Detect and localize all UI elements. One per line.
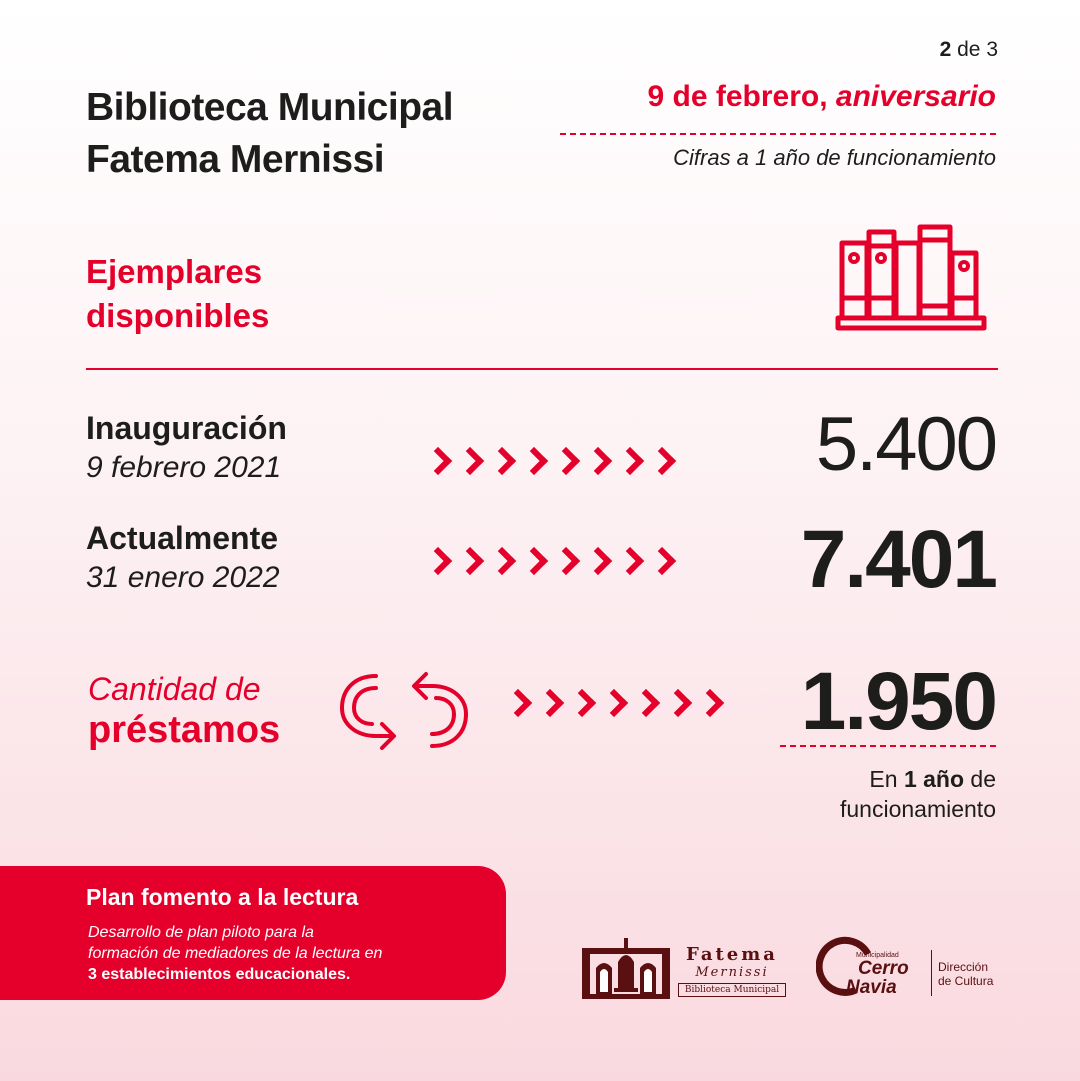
value-inauguracion: 5.400 (815, 402, 996, 487)
page-total: 3 (986, 38, 998, 61)
arrows-row-1 (428, 451, 672, 471)
row-inauguracion (86, 408, 287, 488)
row-label: Actualmente (86, 520, 279, 556)
header-subtitle: Cifras a 1 año de funcionamiento (673, 145, 996, 170)
fatema-logo-text (678, 945, 786, 997)
section-title (86, 250, 269, 338)
loans-note-bold: 1 año (903, 766, 965, 792)
loans-note-pre: En (869, 766, 898, 792)
page-title (86, 82, 453, 186)
page-current: 2 (939, 38, 952, 61)
arrows-row-3 (508, 693, 720, 713)
anniversary-heading (500, 80, 996, 114)
value-prestamos: 1.950 (800, 656, 996, 747)
row-date: 9 febrero 2021 (86, 451, 282, 484)
row-date: 31 enero 2022 (86, 561, 280, 594)
plan-box (0, 866, 506, 1000)
page-indicator (900, 38, 998, 62)
cerro-logo-line-2: Navia (846, 977, 897, 998)
cultura-line-1: Dirección (938, 960, 989, 974)
plan-desc-line-3: 3 establecimientos educacionales. (88, 966, 351, 983)
value-actualmente: 7.401 (800, 514, 996, 605)
cerro-logo-line-1: Cerro (858, 958, 909, 979)
row-label: Inauguración (86, 410, 287, 446)
section-divider (86, 368, 998, 370)
cultura-logo-text (938, 960, 993, 988)
cultura-line-2: de Cultura (938, 974, 994, 988)
anniversary-label: aniversario (835, 80, 996, 113)
exchange-arrows-icon (336, 666, 472, 756)
loans-note (700, 764, 996, 824)
section-title-line-2: disponibles (86, 297, 270, 334)
title-line-1: Biblioteca Municipal (86, 86, 454, 129)
books-icon (834, 222, 990, 334)
header-divider (560, 133, 996, 135)
logo-separator (931, 950, 932, 996)
fatema-logo-line-3: Biblioteca Municipal (678, 983, 786, 997)
section-title-line-1: Ejemplares (86, 253, 263, 290)
title-line-2: Fatema Mernissi (86, 138, 385, 181)
loans-note-post: de (970, 766, 996, 792)
fatema-logo-line-1: Fatema (686, 944, 778, 965)
loans-note-line-2: funcionamiento (840, 796, 996, 822)
plan-desc-line-1: Desarrollo de plan piloto para la (88, 924, 314, 941)
anniversary-date: 9 de febrero, (647, 80, 828, 113)
loans-label-line-2: préstamos (88, 709, 281, 751)
fatema-logo-line-2: Mernissi (695, 965, 769, 980)
cerro-logo-small: Municipalidad (856, 952, 899, 959)
page-sep: de (957, 38, 981, 61)
loans-label-line-1: Cantidad de (88, 671, 261, 707)
loans-divider (780, 745, 996, 747)
loans-label (88, 670, 280, 752)
row-actualmente (86, 518, 280, 598)
plan-desc-line-2: formación de mediadores de la lectura en (88, 945, 383, 962)
arrows-row-2 (428, 551, 672, 571)
cerro-navia-logo-text (846, 952, 909, 997)
fatema-mernissi-logo-icon (582, 938, 670, 1000)
plan-description (88, 922, 382, 985)
plan-title: Plan fomento a la lectura (86, 884, 359, 910)
